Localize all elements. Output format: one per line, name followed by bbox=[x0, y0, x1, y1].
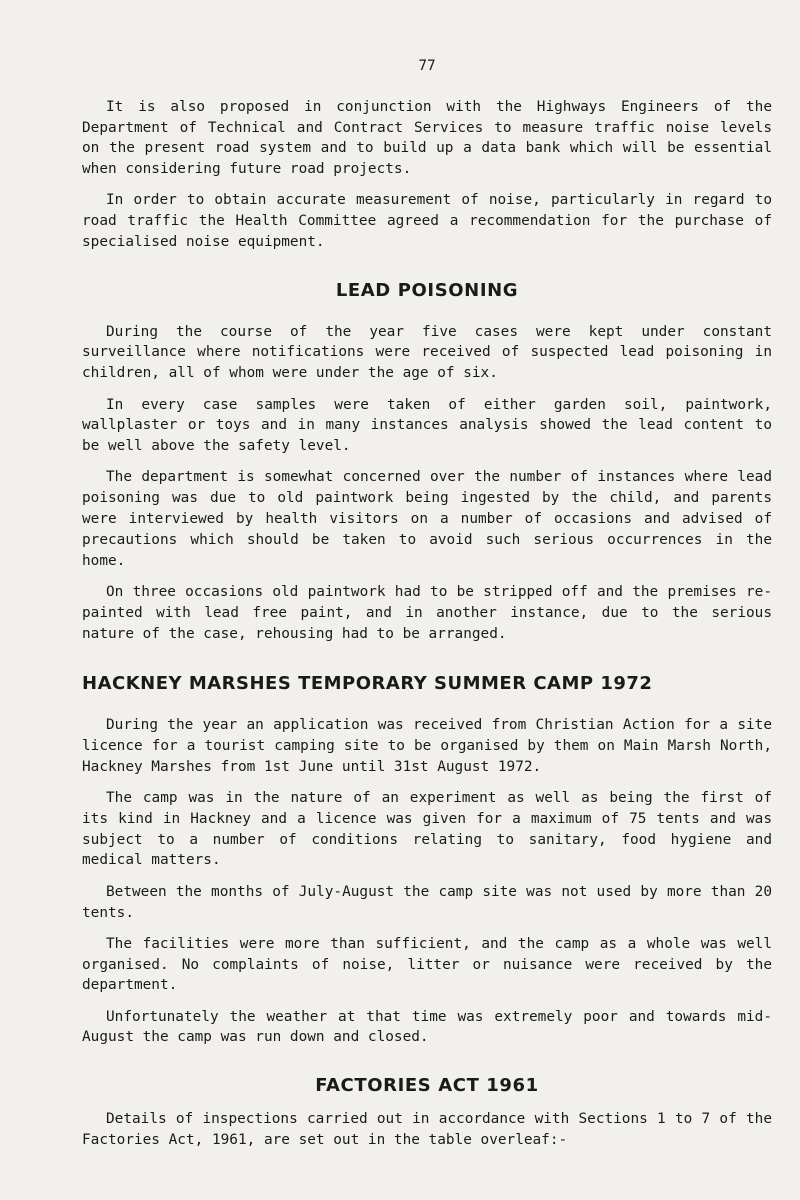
camp-paragraph-4 bbox=[82, 934, 772, 996]
camp-paragraph-2 bbox=[82, 788, 772, 871]
camp-paragraph-4-text: The facilities were more than sufficient, and the camp as a whole was well organised. No complaints of noise, litter or nuisance were received by the department. bbox=[82, 935, 772, 994]
camp-paragraph-1-text: During the year an application was received from Christian Action for a site licence for a tourist camping site to be organised by them on Main Marsh North, Hackney Marshes from 1st June until 31st August 1972. bbox=[82, 717, 772, 775]
camp-paragraph-3 bbox=[82, 882, 772, 924]
camp-paragraph-3-text: Between the months of July-August the camp site was not used by more than 20 tents. bbox=[82, 883, 772, 921]
lead-paragraph-4 bbox=[82, 582, 772, 644]
lead-poisoning-section bbox=[82, 281, 772, 644]
lead-paragraph-3-text: The department is somewhat concerned over the number of instances where lead poisoning was due to old paintwork being ingested by the child, and parents were interviewed by health visitors on a number of occasions and advised of precautions which should be taken to avoid such serious occurrences in the home. bbox=[82, 469, 772, 569]
page-number: 77 bbox=[418, 58, 436, 74]
lead-paragraph-2 bbox=[82, 395, 772, 457]
hackney-camp-section bbox=[82, 674, 772, 1048]
intro-paragraph-1-text: It is also proposed in conjunction with the Highways Engineers of the Department of Technical and Contract Services to measure traffic noise levels on the present road system and to build up a data bank which will be essential when considering future road projects. bbox=[82, 98, 772, 178]
factories-act-heading: FACTORIES ACT 1961 bbox=[315, 1075, 539, 1097]
lead-paragraph-3 bbox=[82, 467, 772, 571]
lead-paragraph-1 bbox=[82, 322, 772, 384]
factories-act-section bbox=[82, 1076, 772, 1150]
factories-paragraph-1-text: Details of inspections carried out in accordance with Sections 1 to 7 of the Factories Act, 1961, are set out in the table overleaf:- bbox=[82, 1111, 772, 1148]
intro-paragraph-1 bbox=[82, 97, 772, 180]
intro-section bbox=[82, 97, 772, 253]
intro-paragraph-2-text: In order to obtain accurate measurement of noise, particularly in regard to road traffic the Health Committee agreed a recommendation for the purchase of specialised noise equipment. bbox=[82, 192, 772, 251]
lead-poisoning-heading: LEAD POISONING bbox=[335, 279, 519, 301]
hackney-camp-heading: HACKNEY MARSHES TEMPORARY SUMMER CAMP 1972 bbox=[82, 673, 653, 695]
lead-paragraph-4-text: On three occasions old paintwork had to be stripped off and the premises re-painted with lead free paint, and in another instance, due to the serious nature of the case, rehousing had to be arranged. bbox=[82, 583, 772, 642]
document-page bbox=[82, 56, 772, 1161]
camp-paragraph-5 bbox=[82, 1007, 772, 1049]
camp-paragraph-1 bbox=[82, 715, 772, 777]
camp-paragraph-2-text: The camp was in the nature of an experiment as well as being the first of its kind in Hackney and a licence was given for a maximum of 75 tents and was subject to a number of conditions relating to sanitary, food hygiene and medical matters. bbox=[82, 790, 772, 869]
intro-paragraph-2 bbox=[82, 190, 772, 252]
factories-paragraph-1 bbox=[82, 1109, 772, 1151]
lead-paragraph-1-text: During the course of the year five cases were kept under constant surveillance where notifications were received of suspected lead poisoning in children, all of whom were under the age of six. bbox=[82, 323, 772, 382]
lead-paragraph-2-text: In every case samples were taken of either garden soil, paintwork, wallplaster or toys and in many instances analysis showed the lead content to be well above the safety level. bbox=[82, 396, 772, 455]
camp-paragraph-5-text: Unfortunately the weather at that time was extremely poor and towards mid-August the camp was run down and closed. bbox=[82, 1008, 772, 1046]
